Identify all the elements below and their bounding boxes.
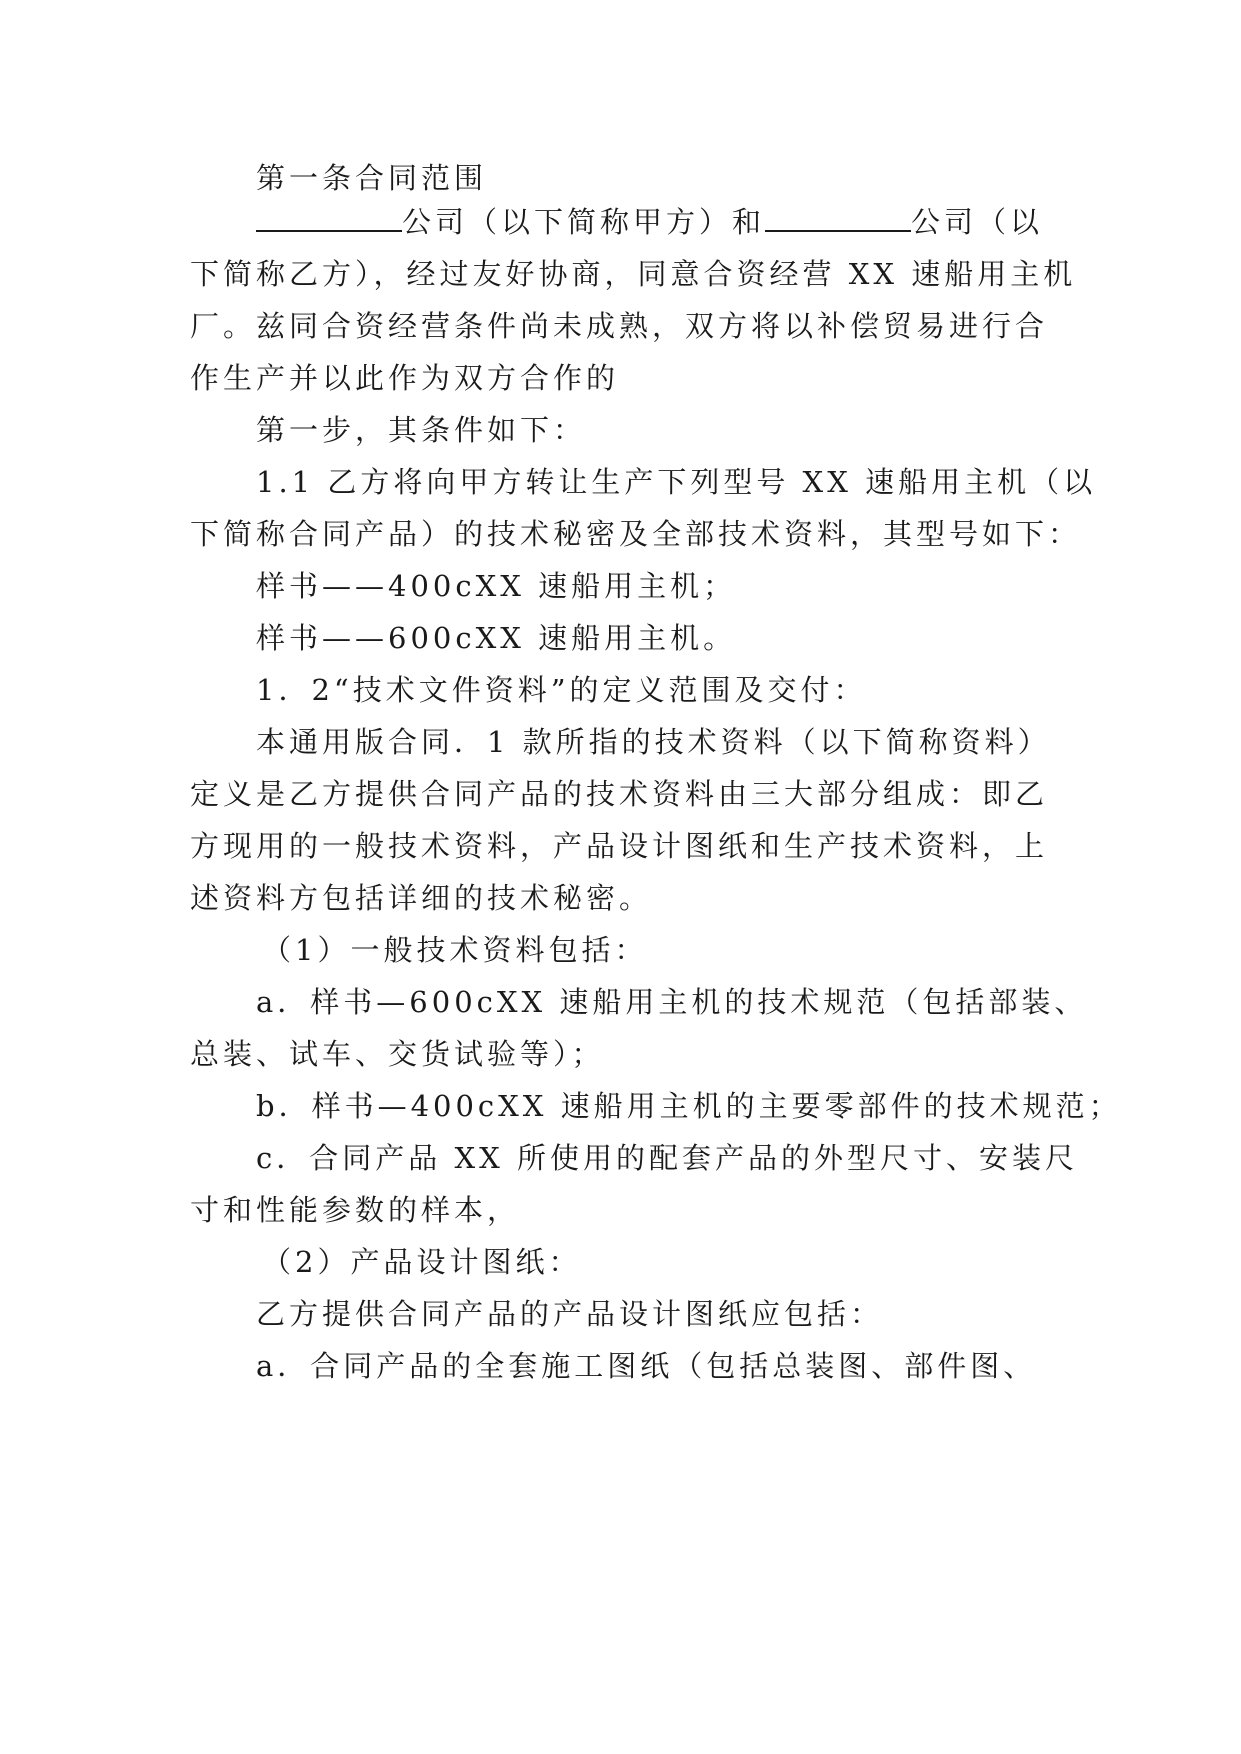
clause-1-1-line-1: 1.1 乙方将向甲方转让生产下列型号 XX 速船用主机（以 [256, 465, 1097, 499]
intro-line-3: 厂。兹同合资经营条件尚未成熟，双方将以补偿贸易进行合 [190, 309, 1049, 343]
clause-1-2: 1．2“技术文件资料”的定义范围及交付： [256, 673, 867, 707]
intro-line-1-part-2: 公司（以 [911, 205, 1044, 239]
step-one: 第一步，其条件如下： [256, 413, 587, 447]
intro-line-1-part-1: 公司（以下简称甲方）和 [402, 205, 766, 239]
clause-1-1-line-2: 下简称合同产品）的技术秘密及全部技术资料，其型号如下： [190, 517, 1082, 551]
item-a-line-2: 总装、试车、交货试验等）； [190, 1037, 605, 1071]
general-materials-heading: （1）一般技术资料包括： [262, 933, 648, 967]
item-a-line-1: a．样书—600cXX 速船用主机的技术规范（包括部装、 [256, 985, 1088, 1019]
party-a-blank [256, 202, 402, 232]
party-b-blank [765, 202, 911, 232]
definition-line-1: 本通用版合同．1 款所指的技术资料（以下简称资料） [256, 725, 1051, 759]
design-item-a: a．合同产品的全套施工图纸（包括总装图、部件图、 [256, 1349, 1037, 1383]
design-intro: 乙方提供合同产品的产品设计图纸应包括： [256, 1297, 884, 1331]
item-c-line-2: 寸和性能参数的样本， [190, 1193, 521, 1227]
definition-line-2: 定义是乙方提供合同产品的技术资料由三大部分组成：即乙 [190, 777, 1049, 811]
definition-line-4: 述资料方包括详细的技术秘密。 [190, 881, 653, 915]
design-drawings-heading: （2）产品设计图纸： [262, 1245, 582, 1279]
intro-line-1 [256, 202, 1043, 242]
definition-line-3: 方现用的一般技术资料，产品设计图纸和生产技术资料，上 [190, 829, 1049, 863]
model-item: 样书——400cXX 速船用主机； [256, 569, 737, 603]
item-b: b．样书—400cXX 速船用主机的主要零部件的技术规范； [256, 1089, 1122, 1123]
section-heading: 第一条合同范围 [256, 161, 488, 195]
intro-line-4: 作生产并以此作为双方合作的 [190, 361, 620, 395]
intro-line-2: 下简称乙方），经过友好协商，同意合资经营 XX 速船用主机 [190, 257, 1077, 291]
model-item: 样书——600cXX 速船用主机。 [256, 621, 737, 655]
item-c-line-1: c．合同产品 XX 所使用的配套产品的外型尺寸、安装尺 [256, 1141, 1078, 1175]
